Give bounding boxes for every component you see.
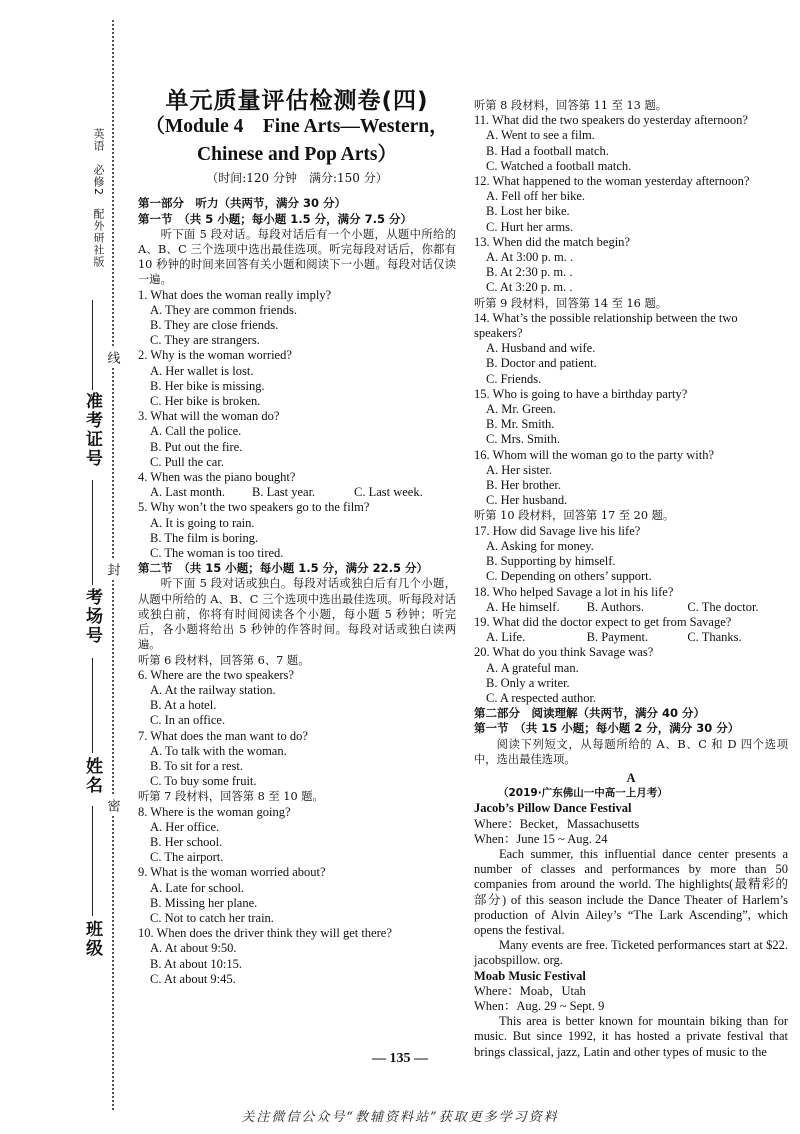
answer-option: A. Her wallet is lost. xyxy=(150,363,254,378)
question-text: 15. Who is going to have a birthday party? xyxy=(474,386,688,401)
answer-option: B. Authors. xyxy=(586,599,644,614)
answer-option: C. In an office. xyxy=(150,713,226,728)
question-text: 10. When does the driver think they will get there? xyxy=(138,926,392,941)
answer-option: C. They are strangers. xyxy=(150,333,260,348)
instruction-paragraph: Each summer, this influential dance center presents a number of classes and performances by more than 50 companies from around the world. The highlights(最精彩的部分) of this season include the Dance Theater of Harlem’s production of Alvin Ailey’s “The Lark Ascending”, which opens the festival. xyxy=(474,846,788,937)
question-text: 14. What’s the possible relationship between the two speakers? xyxy=(474,310,738,341)
answer-option: C. At about 9:45. xyxy=(150,971,236,986)
question-text: 1. What does the woman really imply? xyxy=(138,287,332,302)
question-text: 9. What is the woman worried about? xyxy=(138,865,326,880)
answer-options-row xyxy=(138,485,456,500)
answer-option: C. Her bike is broken. xyxy=(150,394,261,409)
question-text: 20. What do you think Savage was? xyxy=(474,645,654,660)
answer-option: A. Mr. Green. xyxy=(486,402,556,417)
answer-option: A. He himself. xyxy=(486,599,560,614)
left-column-body xyxy=(138,196,456,987)
passage-label: A xyxy=(626,770,636,785)
instruction-paragraph: 阅读下列短文，从每题所给的 A、B、C 和 D 四个选项中，选出最佳选项。 xyxy=(474,737,788,766)
answer-option: A. Last month. xyxy=(150,485,225,500)
answer-option: B. Doctor and patient. xyxy=(486,356,597,371)
question-text: 11. What did the two speakers do yesterday afternoon? xyxy=(474,113,748,128)
right-column xyxy=(474,98,788,1060)
book-label: 英语 必修2 配外研社版 xyxy=(92,128,105,268)
question-text: 12. What happened to the woman yesterday afternoon? xyxy=(474,174,750,189)
question-text: When：Aug. 29 ~ Sept. 9 xyxy=(474,998,605,1013)
right-column-body xyxy=(474,98,788,1060)
question-text: When：June 15 ~ Aug. 24 xyxy=(474,831,608,846)
answer-option: C. The doctor. xyxy=(687,599,759,614)
answer-option: A. At about 9:50. xyxy=(150,941,237,956)
page-title: 单元质量评估检测卷(四) xyxy=(165,88,429,114)
answer-option: C. Not to catch her train. xyxy=(150,910,274,925)
answer-option: B. To sit for a rest. xyxy=(150,758,243,773)
question-text: 19. What did the doctor expect to get from Savage? xyxy=(474,614,732,629)
answer-option: B. Put out the fire. xyxy=(150,439,243,454)
answer-option: B. Mr. Smith. xyxy=(486,417,555,432)
question-text: 6. Where are the two speakers? xyxy=(138,667,294,682)
field-underline xyxy=(92,806,93,916)
answer-option: B. Last year. xyxy=(252,485,316,500)
answer-option: A. Asking for money. xyxy=(486,538,594,553)
question-text: 4. When was the piano bought? xyxy=(138,470,296,485)
answer-option: A. Husband and wife. xyxy=(486,341,596,356)
answer-option: C. The woman is too tired. xyxy=(150,546,284,561)
answer-option: B. At about 10:15. xyxy=(150,956,243,971)
answer-option: B. At a hotel. xyxy=(150,698,217,713)
question-text: 3. What will the woman do? xyxy=(138,409,280,424)
answer-option: B. Her bike is missing. xyxy=(150,378,265,393)
field-underline xyxy=(92,658,93,753)
seal-mark-xian: 线 xyxy=(103,348,122,367)
time-and-score: （时间:120 分钟 满分:150 分） xyxy=(206,171,388,186)
answer-option: C. Thanks. xyxy=(687,630,742,645)
instruction-paragraph: Many events are free. Ticketed performances start at $22. jacobspillow. org. xyxy=(474,938,788,968)
page-subtitle-line2: Chinese and Pop Arts） xyxy=(197,144,397,166)
field-exam-room: 考场号 xyxy=(82,588,102,645)
listening-note: 听第 8 段材料，回答第 11 至 13 题。 xyxy=(474,99,668,112)
answer-option: A. A grateful man. xyxy=(486,660,579,675)
answer-option: C. A respected author. xyxy=(486,690,597,705)
answer-option: C. Her husband. xyxy=(486,493,568,508)
answer-option: A. They are common friends. xyxy=(150,302,297,317)
answer-option: A. Fell off her bike. xyxy=(486,189,586,204)
listening-note: 听第 6 段材料，回答第 6、7 题。 xyxy=(138,653,310,667)
left-column xyxy=(138,0,456,987)
field-underline xyxy=(92,480,93,585)
question-text: 16. Whom will the woman go to the party with? xyxy=(474,447,715,462)
instruction-paragraph: 听下面 5 段对话。每段对话后有一个小题，从题中所给的 A、B、C 三个选项中选出最佳选项。听完每段对话后，你都有 10 秒钟的时间来回答有关小题和阅读下一小题。每段对话仅读一遍。 xyxy=(138,227,456,287)
field-exam-number: 准考证号 xyxy=(82,392,102,468)
question-text: 18. Who helped Savage a lot in his life? xyxy=(474,584,674,599)
answer-option: A. At 3:00 p. m. . xyxy=(486,250,574,265)
instruction-paragraph: This area is better known for mountain biking than for music. But since 1992, it has hosted a private festival that brings classical, jazz, Latin and other types of music to the xyxy=(474,1014,788,1059)
answer-option: B. Had a football match. xyxy=(486,143,609,158)
question-text: Where：Becket，Massachusetts xyxy=(474,816,640,831)
answer-option: A. It is going to rain. xyxy=(150,515,255,530)
answer-option: B. At 2:30 p. m. . xyxy=(486,265,573,280)
answer-option: B. The film is boring. xyxy=(150,530,259,545)
answer-option: A. To talk with the woman. xyxy=(150,743,287,758)
field-name: 姓名 xyxy=(82,757,102,795)
section-heading: 第二部分 阅读理解（共两节，满分 40 分） xyxy=(474,706,706,721)
question-text: 7. What does the man want to do? xyxy=(138,728,308,743)
answer-option: A. Late for school. xyxy=(150,880,245,895)
answer-options-row xyxy=(474,600,788,615)
seal-mark-feng: 封 xyxy=(103,560,122,579)
answer-option: C. Friends. xyxy=(486,371,542,386)
answer-option: C. Hurt her arms. xyxy=(486,219,574,234)
answer-option: A. At the railway station. xyxy=(150,682,276,697)
instruction-paragraph: 听下面 5 段对话或独白。每段对话或独白后有几个小题，从题中所给的 A、B、C 三个选项中选出最佳选项。听每段对话或独白前，你将有时间阅读各个小题，每小题 5 秒钟；听完后，各小题将给出 5 秒钟的作答时间。每段对话或独白读两遍。 xyxy=(138,577,456,652)
listening-note: 听第 9 段材料，回答第 14 至 16 题。 xyxy=(474,296,668,310)
answer-option: A. Went to see a film. xyxy=(486,128,595,143)
question-text: 8. Where is the woman going? xyxy=(138,804,291,819)
question-text: Where：Moab，Utah xyxy=(474,983,586,998)
answer-option: B. They are close friends. xyxy=(150,318,279,333)
answer-option: B. Missing her plane. xyxy=(150,895,258,910)
page-subtitle-line1: （Module 4 Fine Arts—Western， xyxy=(145,116,449,138)
footer-note: 关注微信公众号“教辅资料站”获取更多学习资料 xyxy=(241,1110,559,1125)
answer-option: C. Last week. xyxy=(354,485,423,500)
listening-note: 听第 7 段材料，回答第 8 至 10 题。 xyxy=(138,790,324,804)
answer-option: A. Her sister. xyxy=(486,462,552,477)
passage-source: （2019·广东佛山一中高一上月考） xyxy=(498,787,668,800)
answer-option: A. Her office. xyxy=(150,819,220,834)
listening-note: 听第 10 段材料，回答第 17 至 20 题。 xyxy=(474,509,675,523)
answer-option: C. At 3:20 p. m. . xyxy=(486,280,573,295)
field-class: 班级 xyxy=(82,920,102,958)
section-heading: 第一节 （共 5 小题；每小题 1.5 分，满分 7.5 分） xyxy=(138,211,413,226)
passage-heading: Moab Music Festival xyxy=(474,968,586,983)
answer-option: C. Pull the car. xyxy=(150,454,224,469)
question-text: 2. Why is the woman worried? xyxy=(138,348,292,363)
binding-margin xyxy=(0,0,130,1134)
answer-option: C. The airport. xyxy=(150,850,224,865)
answer-option: B. Only a writer. xyxy=(486,675,570,690)
answer-option: B. Payment. xyxy=(586,630,649,645)
answer-option: A. Call the police. xyxy=(150,424,242,439)
answer-option: A. Life. xyxy=(486,630,526,645)
answer-option: C. Mrs. Smith. xyxy=(486,432,560,447)
page-number: — 135 — xyxy=(372,1051,428,1066)
answer-options-row xyxy=(474,630,788,645)
question-text: 5. Why won’t the two speakers go to the film? xyxy=(138,500,370,515)
section-heading: 第一部分 听力（共两节，满分 30 分） xyxy=(138,196,347,211)
answer-option: C. Watched a football match. xyxy=(486,158,632,173)
answer-option: C. Depending on others’ support. xyxy=(486,569,652,584)
seal-mark-mi: 密 xyxy=(103,796,122,815)
answer-option: B. Her brother. xyxy=(486,478,561,493)
answer-option: B. Supporting by himself. xyxy=(486,554,616,569)
answer-option: B. Lost her bike. xyxy=(486,204,570,219)
answer-option: C. To buy some fruit. xyxy=(150,774,257,789)
question-text: 13. When did the match begin? xyxy=(474,234,630,249)
passage-heading: Jacob’s Pillow Dance Festival xyxy=(474,801,632,816)
answer-option: B. Her school. xyxy=(150,834,223,849)
question-text: 17. How did Savage live his life? xyxy=(474,523,641,538)
field-underline xyxy=(92,300,93,390)
section-heading: 第二节 （共 15 小题；每小题 1.5 分，满分 22.5 分） xyxy=(138,561,429,576)
section-heading: 第一节 （共 15 小题；每小题 2 分，满分 30 分） xyxy=(474,721,740,736)
